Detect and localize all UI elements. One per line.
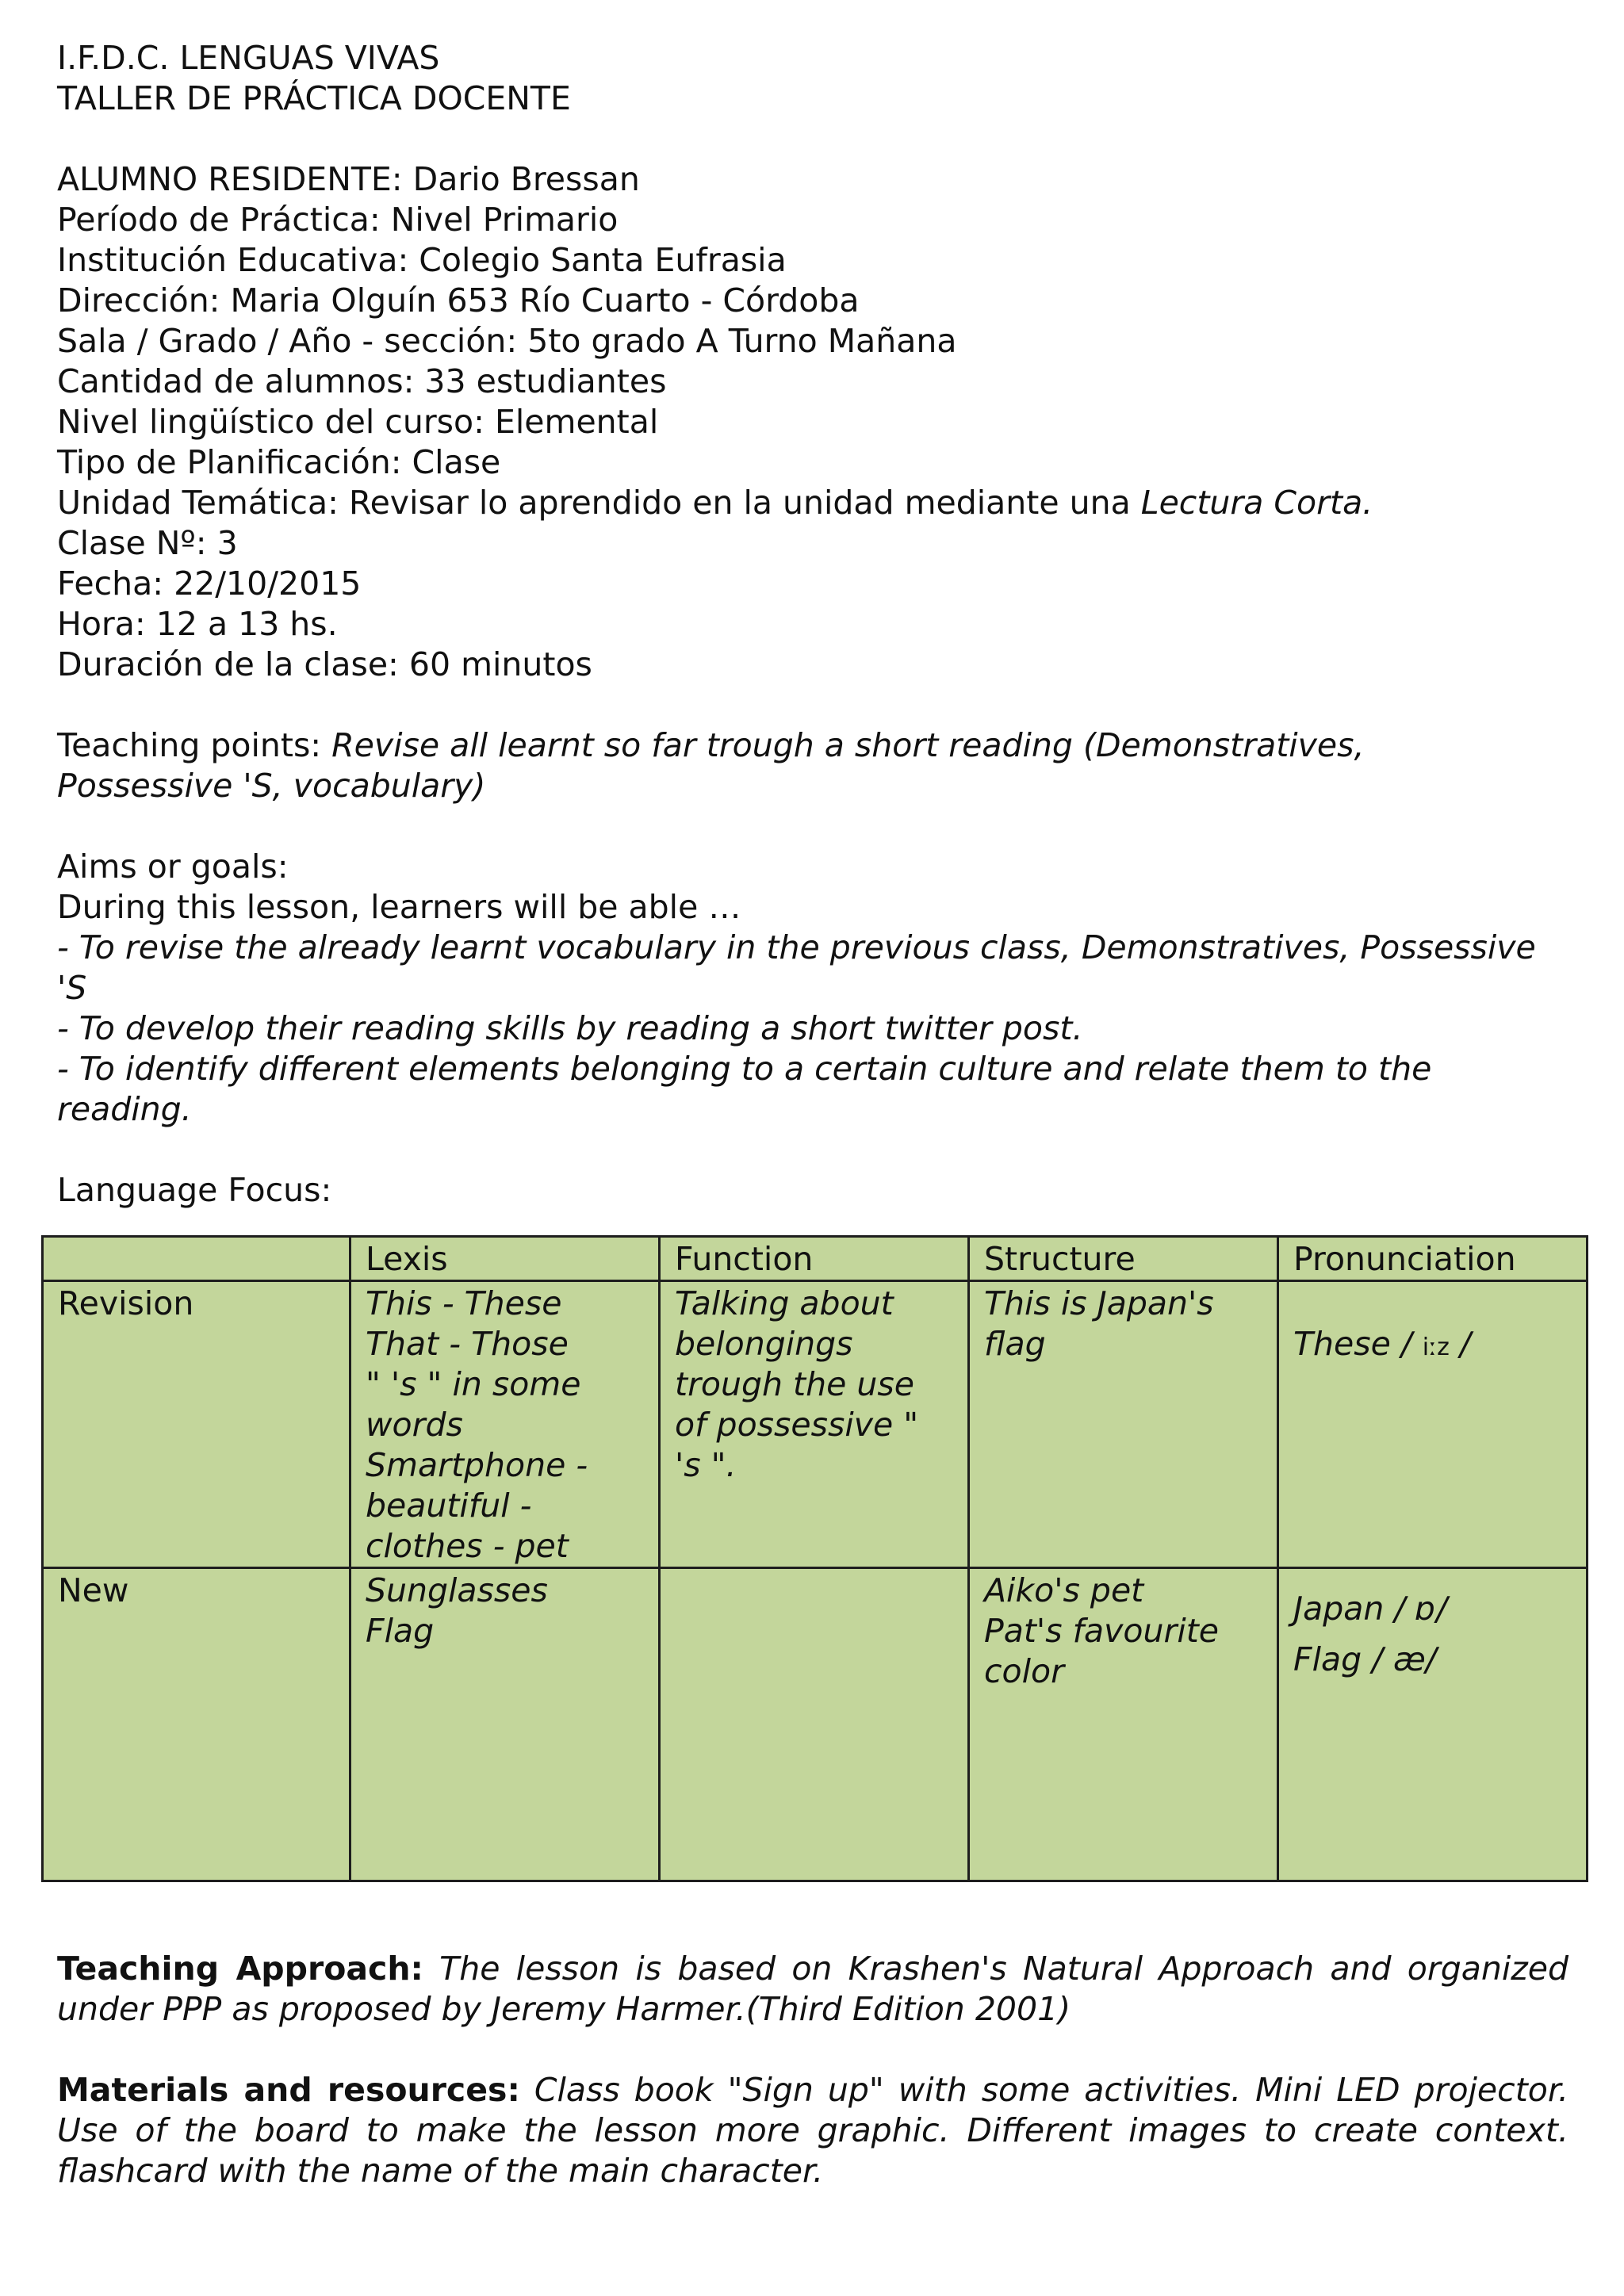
- new-function-cell: [660, 1568, 969, 1881]
- aim-item-3-cont: reading.: [57, 1090, 192, 1128]
- pronunciation-entry: [1293, 1324, 1572, 1368]
- document-body: [57, 38, 1580, 1211]
- teaching-approach-label: Teaching Approach:: [57, 1950, 423, 1988]
- teaching-points: [57, 725, 1580, 766]
- cell-line: 's ".: [675, 1446, 737, 1484]
- cell-line: words: [366, 1406, 463, 1444]
- aims-intro: During this lesson, learners will be able …: [57, 888, 741, 926]
- aim-item-1-cont: 'S: [57, 969, 87, 1007]
- cell-line: This is Japan's: [984, 1284, 1214, 1322]
- cell-line: Aiko's pet: [984, 1571, 1144, 1609]
- closing-section: [57, 1949, 1568, 2191]
- revision-lexis-cell: [350, 1281, 660, 1568]
- cell-line: Talking about: [675, 1284, 894, 1322]
- class-date: Fecha: 22/10/2015: [57, 564, 362, 603]
- plan-type: Tipo de Planificación: Clase: [57, 443, 501, 481]
- teaching-points-text: Revise all learnt so far trough a short reading (Demonstratives,: [331, 726, 1365, 764]
- cell-line: belongings: [675, 1325, 853, 1363]
- new-pronunciation-cell: [1278, 1568, 1588, 1881]
- cell-line: Sunglasses: [366, 1571, 548, 1609]
- materials-resources: [57, 2070, 1568, 2191]
- teaching-points-text-cont: Possessive 'S, vocabulary): [57, 767, 486, 805]
- cell-line: " 's " in some: [366, 1365, 581, 1403]
- student-name: ALUMNO RESIDENTE: Dario Bressan: [57, 160, 640, 198]
- institution-heading: I.F.D.C. LENGUAS VIVAS: [57, 39, 440, 77]
- cell-line: Flag: [366, 1612, 435, 1650]
- aims-title: Aims or goals:: [57, 848, 289, 886]
- new-structure-cell: [969, 1568, 1278, 1881]
- pron-end: /: [1449, 1325, 1471, 1363]
- cell-line: Pat's favourite: [984, 1612, 1220, 1650]
- aim-item-1: - To revise the already learnt vocabulary in the previous class, Demonstratives, Possessive: [57, 928, 1536, 966]
- language-focus-table: [41, 1235, 1588, 1882]
- table-header-cell: Lexis: [350, 1237, 660, 1281]
- cell-line: color: [984, 1652, 1064, 1690]
- new-lexis-cell: [350, 1568, 660, 1881]
- table-header-cell: Pronunciation: [1278, 1237, 1588, 1281]
- table-header-cell: Structure: [969, 1237, 1278, 1281]
- practice-period: Período de Práctica: Nivel Primario: [57, 201, 619, 239]
- class-time: Hora: 12 a 13 hs.: [57, 605, 338, 643]
- teaching-approach-text: The lesson is based on Krashen's Natural Approach and organized under PPP as proposed by Jeremy Harmer.(Third Edition 2001): [57, 1950, 1568, 2028]
- materials-label: Materials and resources:: [57, 2071, 520, 2109]
- language-focus-title: Language Focus:: [57, 1171, 332, 1209]
- students-count: Cantidad de alumnos: 33 estudiantes: [57, 362, 667, 400]
- pron-ipa: iːz: [1422, 1334, 1450, 1361]
- thematic-unit: [57, 483, 1580, 523]
- aim-item-2: - To develop their reading skills by reading a short twitter post.: [57, 1009, 1083, 1047]
- school-address: Dirección: Maria Olguín 653 Río Cuarto - Córdoba: [57, 281, 860, 320]
- revision-function-cell: [660, 1281, 969, 1568]
- cell-line: of possessive ": [675, 1406, 919, 1444]
- thematic-unit-reading: Lectura Corta.: [1140, 484, 1373, 522]
- cell-line: flag: [984, 1325, 1046, 1363]
- revision-pronunciation-cell: [1278, 1281, 1588, 1568]
- cell-line: trough the use: [675, 1365, 914, 1403]
- teaching-points-label: Teaching points:: [57, 726, 332, 764]
- grade-section: Sala / Grado / Año - sección: 5to grado A Turno Mañana: [57, 322, 957, 360]
- pronunciation-entry: Flag / æ/: [1293, 1640, 1437, 1678]
- school-name: Institución Educativa: Colegio Santa Eufrasia: [57, 241, 787, 279]
- table-row-revision: [43, 1281, 1588, 1568]
- materials-text: Class book "Sign up" with some activities. Mini LED projector. Use of the board to make the lesson more graphic. Different images to create context. flashcard with the name of the main character.: [57, 2071, 1568, 2190]
- course-level: Nivel lingüístico del curso: Elemental: [57, 403, 659, 441]
- table-header-row: [43, 1237, 1588, 1281]
- cell-line: beautiful -: [366, 1487, 532, 1525]
- cell-line: clothes - pet: [366, 1527, 569, 1565]
- cell-line: That - Those: [366, 1325, 569, 1363]
- table-header-cell: [43, 1237, 350, 1281]
- row-label: Revision: [43, 1281, 350, 1568]
- thematic-unit-label: Unidad Temática: Revisar lo aprendido en la unidad mediante una: [57, 484, 1141, 522]
- cell-line: Smartphone -: [366, 1446, 588, 1484]
- table-row-new: [43, 1568, 1588, 1881]
- aim-item-3: - To identify different elements belonging to a certain culture and relate them to the: [57, 1050, 1432, 1088]
- pron-word: These /: [1293, 1325, 1423, 1363]
- cell-line: This - These: [366, 1284, 562, 1322]
- table-header-cell: Function: [660, 1237, 969, 1281]
- revision-structure-cell: [969, 1281, 1278, 1568]
- class-duration: Duración de la clase: 60 minutos: [57, 645, 592, 683]
- teaching-approach: [57, 1949, 1568, 2030]
- pronunciation-entry: Japan / ɒ/: [1293, 1590, 1448, 1628]
- workshop-heading: TALLER DE PRÁCTICA DOCENTE: [57, 79, 571, 117]
- row-label: New: [43, 1568, 350, 1881]
- class-number: Clase Nº: 3: [57, 524, 238, 562]
